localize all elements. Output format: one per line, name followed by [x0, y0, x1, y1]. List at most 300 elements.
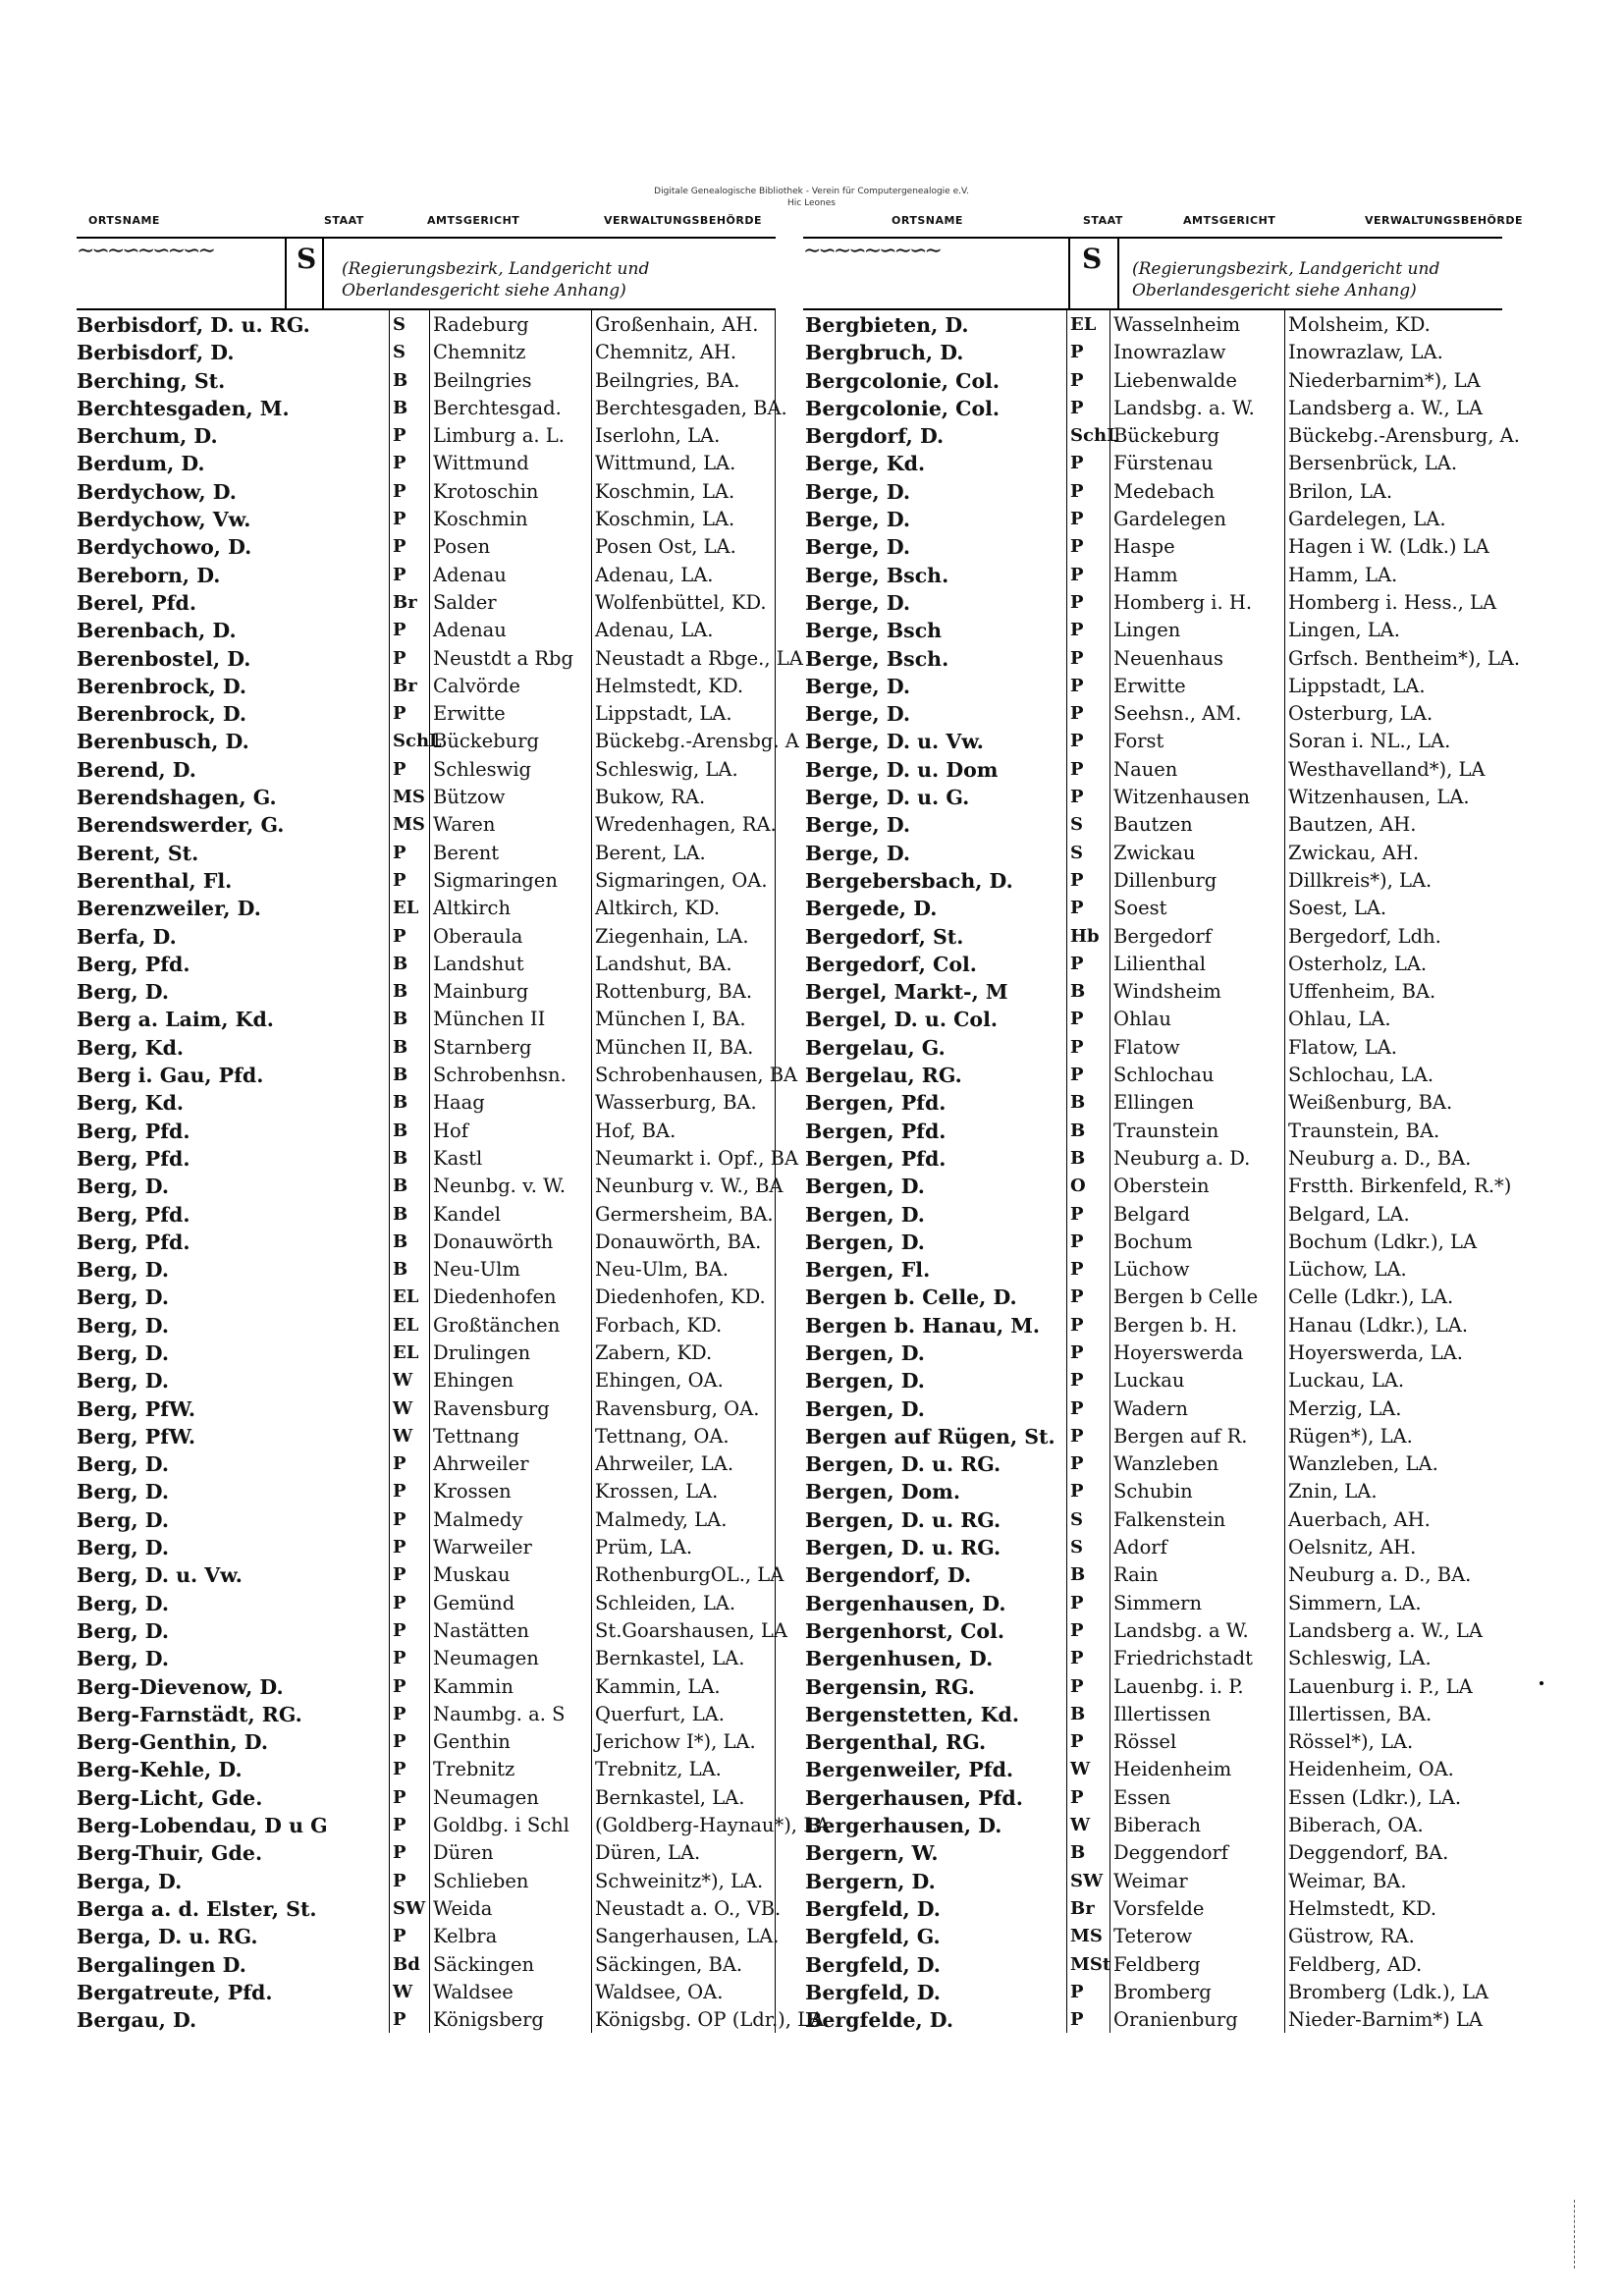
amtsgericht-cell: Neuenhaus: [1113, 646, 1224, 670]
verwaltungsbehoerde-cell: Chemnitz, AH.: [595, 341, 737, 364]
ortsname-cell: Berg-Dievenow, D.: [77, 1674, 284, 1699]
verwaltungsbehoerde-cell: Bernkastel, LA.: [595, 1647, 745, 1670]
ortsname-cell: Bergen, Dom.: [805, 1480, 961, 1504]
staat-cell: B: [393, 953, 408, 974]
ortsname-cell: Bergenhausen, D.: [805, 1591, 1006, 1615]
table-row: [803, 810, 1502, 838]
ortsname-cell: Berga, D. u. RG.: [77, 1925, 258, 1949]
staat-cell: P: [1070, 869, 1084, 891]
amtsgericht-cell: Weimar: [1113, 1869, 1188, 1892]
ortsname-cell: Bergcolonie, Col.: [805, 396, 1001, 420]
staat-cell: P: [1070, 1619, 1084, 1641]
verwaltungsbehoerde-cell: Flatow, LA.: [1288, 1035, 1397, 1059]
table-row: [803, 616, 1502, 643]
staat-cell: EL: [393, 1341, 419, 1363]
verwaltungsbehoerde-cell: München II, BA.: [595, 1035, 754, 1059]
staat-cell: S: [393, 342, 406, 363]
ortsname-cell: Bergern, W.: [805, 1841, 939, 1866]
staat-cell: P: [1070, 1036, 1084, 1058]
amtsgericht-cell: Goldbg. i Schl: [433, 1814, 569, 1837]
ortsname-cell: Berching, St.: [77, 368, 226, 393]
table-row: [803, 394, 1502, 421]
verwaltungsbehoerde-cell: Schlochau, LA.: [1288, 1064, 1434, 1087]
verwaltungsbehoerde-cell: Neustadt a. O., VB.: [595, 1896, 782, 1920]
amtsgericht-cell: Weida: [433, 1896, 493, 1920]
ortsname-cell: Bergern, D.: [805, 1869, 936, 1893]
amtsgericht-cell: Hoyerswerda: [1113, 1340, 1244, 1364]
verwaltungsbehoerde-cell: Bückebg.-Arensbg. A: [595, 730, 799, 753]
staat-cell: B: [1070, 1120, 1086, 1141]
table-row: [803, 2005, 1502, 2033]
ortsname-cell: Berg, Kd.: [77, 1091, 185, 1116]
ortsname-cell: Bergbruch, D.: [805, 341, 964, 365]
ortsname-cell: Bergbieten, D.: [805, 313, 969, 337]
amtsgericht-cell: Schrobenhsn.: [433, 1064, 567, 1087]
amtsgericht-cell: Inowrazlaw: [1113, 341, 1226, 364]
amtsgericht-cell: Schlieben: [433, 1869, 529, 1892]
table-row: [803, 1755, 1502, 1782]
staat-cell: P: [393, 1842, 406, 1864]
ortsname-cell: Berfa, D.: [77, 924, 177, 949]
verwaltungsbehoerde-cell: Schrobenhausen, BA: [595, 1064, 798, 1087]
ortsname-cell: Bergelau, G.: [805, 1035, 946, 1060]
ortsname-cell: Berenzweiler, D.: [77, 897, 261, 921]
verwaltungsbehoerde-cell: Altkirch, KD.: [595, 897, 721, 920]
verwaltungsbehoerde-cell: Prüm, LA.: [595, 1536, 693, 1559]
table-row: [803, 1644, 1502, 1671]
verwaltungsbehoerde-cell: Uffenheim, BA.: [1288, 980, 1436, 1004]
staat-cell: P: [1070, 1203, 1084, 1225]
staat-cell: P: [393, 425, 406, 447]
amtsgericht-cell: Wadern: [1113, 1396, 1188, 1420]
table-row: [803, 839, 1502, 866]
table-row: [77, 1755, 776, 1782]
verwaltungsbehoerde-cell: Westhavelland*), LA: [1288, 757, 1486, 781]
ortsname-cell: Bergebersbach, D.: [805, 868, 1013, 893]
amtsgericht-cell: Falkenstein: [1113, 1507, 1226, 1531]
table-row: [803, 755, 1502, 783]
verwaltungsbehoerde-cell: Gardelegen, LA.: [1288, 508, 1446, 531]
ortsname-cell: Berg, D.: [77, 980, 169, 1005]
amtsgericht-cell: Flatow: [1113, 1035, 1180, 1059]
staat-cell: W: [1070, 1759, 1091, 1780]
staat-cell: S: [1070, 1508, 1083, 1530]
verwaltungsbehoerde-cell: Bochum (Ldkr.), LA: [1288, 1230, 1478, 1253]
verwaltungsbehoerde-cell: Düren, LA.: [595, 1841, 701, 1865]
table-row: [77, 449, 776, 476]
amtsgericht-cell: Beilngries: [433, 368, 532, 392]
table-row: [803, 1867, 1502, 1894]
verwaltungsbehoerde-cell: Donauwörth, BA.: [595, 1230, 762, 1253]
verwaltungsbehoerde-cell: Grfsch. Bentheim*), LA.: [1288, 646, 1521, 670]
amtsgericht-cell: Adenau: [433, 619, 507, 642]
header-note-line1: (Regierungsbezirk, Landgericht und: [1132, 259, 1440, 279]
ortsname-cell: Bergatreute, Pfd.: [77, 1980, 273, 2004]
staat-cell: B: [1070, 1703, 1086, 1724]
verwaltungsbehoerde-cell: Ziegenhain, LA.: [595, 924, 749, 948]
amtsgericht-cell: Traunstein: [1113, 1119, 1219, 1142]
table-row: [77, 366, 776, 394]
table-row: [803, 1449, 1502, 1477]
staat-cell: P: [1070, 1370, 1084, 1392]
amtsgericht-cell: Ravensburg: [433, 1396, 550, 1420]
verwaltungsbehoerde-cell: Molsheim, KD.: [1288, 313, 1431, 336]
ortsname-cell: Bergau, D.: [77, 2008, 197, 2033]
ortsname-cell: Berchtesgaden, M.: [77, 396, 290, 420]
ortsname-cell: Berenbrock, D.: [77, 702, 247, 727]
staat-cell: W: [393, 1981, 413, 2002]
staat-cell: P: [1070, 1009, 1084, 1030]
table-row: [77, 672, 776, 699]
staat-cell: Bd: [393, 1953, 420, 1975]
amtsgericht-cell: Wasselnheim: [1113, 313, 1241, 336]
amtsgericht-cell: Koschmin: [433, 508, 528, 531]
table-row: [803, 449, 1502, 476]
verwaltungsbehoerde-cell: Bückebg.-Arensburg, A.: [1288, 424, 1520, 448]
ortsname-cell: Bergenstetten, Kd.: [805, 1702, 1019, 1726]
verwaltungsbehoerde-cell: Heidenheim, OA.: [1288, 1758, 1454, 1781]
amtsgericht-cell: Lauenbg. i. P.: [1113, 1674, 1244, 1698]
staat-cell: P: [1070, 1648, 1084, 1669]
table-row: [77, 1088, 776, 1116]
ortsname-cell: Bergfeld, D.: [805, 1980, 941, 2004]
verwaltungsbehoerde-cell: Nieder-Barnim*) LA: [1288, 2008, 1483, 2032]
verwaltungsbehoerde-cell: Koschmin, LA.: [595, 479, 735, 503]
amtsgericht-cell: Nastätten: [433, 1618, 529, 1642]
verwaltungsbehoerde-cell: Jerichow I*), LA.: [595, 1730, 756, 1754]
ortsname-cell: Berg, Pfd.: [77, 952, 190, 976]
table-row: [77, 1672, 776, 1700]
amtsgericht-cell: Lingen: [1113, 619, 1181, 642]
amtsgericht-cell: Simmern: [1113, 1591, 1202, 1614]
verwaltungsbehoerde-cell: Dillkreis*), LA.: [1288, 868, 1433, 892]
table-row: [803, 1200, 1502, 1228]
verwaltungsbehoerde-cell: Essen (Ldkr.), LA.: [1288, 1785, 1462, 1809]
verwaltungsbehoerde-cell: Osterholz, LA.: [1288, 952, 1428, 975]
ortsname-cell: Berg, D.: [77, 1618, 169, 1643]
verwaltungsbehoerde-cell: Posen Ost, LA.: [595, 535, 736, 559]
table-row: [803, 1811, 1502, 1838]
verwaltungsbehoerde-cell: Kammin, LA.: [595, 1674, 721, 1698]
ortsname-cell: Berge, D.: [805, 813, 911, 838]
staat-cell: P: [393, 1481, 406, 1503]
staat-cell: S: [1070, 814, 1083, 836]
table-row: [77, 310, 776, 338]
amtsgericht-cell: Vorsfelde: [1113, 1896, 1205, 1920]
verwaltungsbehoerde-cell: Soest, LA.: [1288, 897, 1387, 920]
amtsgericht-cell: Limburg a. L.: [433, 424, 565, 448]
staat-cell: P: [393, 842, 406, 863]
staat-cell: P: [393, 1537, 406, 1558]
staat-cell: B: [393, 397, 408, 418]
staat-cell: B: [1070, 981, 1086, 1003]
staat-cell: P: [1070, 1341, 1084, 1363]
table-row: [803, 866, 1502, 894]
verwaltungsbehoerde-cell: Lüchow, LA.: [1288, 1258, 1407, 1282]
table-row: [803, 1894, 1502, 1922]
verwaltungsbehoerde-cell: Zwickau, AH.: [1288, 841, 1420, 864]
verwaltungsbehoerde-cell: Diedenhofen, KD.: [595, 1285, 766, 1309]
table-row: [77, 532, 776, 560]
staat-cell: P: [1070, 591, 1084, 613]
amtsgericht-cell: Ahrweiler: [433, 1452, 529, 1476]
table-row: [803, 922, 1502, 950]
staat-cell: P: [1070, 1286, 1084, 1308]
watermark-line2: Hic Leones: [787, 198, 836, 208]
verwaltungsbehoerde-cell: Rottenburg, BA.: [595, 980, 753, 1004]
table-row: [803, 1922, 1502, 1949]
amtsgericht-cell: Seehsn., AM.: [1113, 702, 1242, 726]
table-row: [803, 977, 1502, 1005]
verwaltungsbehoerde-cell: Trebnitz, LA.: [595, 1758, 722, 1781]
ortsname-cell: Berel, Pfd.: [77, 590, 196, 615]
amtsgericht-cell: Adorf: [1113, 1536, 1167, 1559]
staat-cell: P: [393, 1675, 406, 1697]
ortsname-cell: Berdychow, Vw.: [77, 508, 251, 532]
table-row: [77, 1811, 831, 1838]
staat-cell: Br: [1070, 1897, 1095, 1919]
table-row: [77, 1838, 776, 1866]
ortsname-cell: Berg, D.: [77, 1452, 169, 1477]
verwaltungsbehoerde-cell: Landsberg a. W., LA: [1288, 1618, 1483, 1642]
ortsname-cell: Bergen, D.: [805, 1369, 925, 1394]
staat-cell: P: [393, 536, 406, 558]
table-row: [77, 1061, 798, 1088]
verwaltungsbehoerde-cell: Ahrweiler, LA.: [595, 1452, 734, 1476]
table-row: [803, 1033, 1502, 1061]
verwaltungsbehoerde-cell: Adenau, LA.: [595, 619, 714, 642]
amtsgericht-cell: Zwickau: [1113, 841, 1196, 864]
verwaltungsbehoerde-cell: Soran i. NL., LA.: [1288, 730, 1451, 753]
verwaltungsbehoerde-cell: Zabern, KD.: [595, 1340, 713, 1364]
ortsname-cell: Bergen, D.: [805, 1230, 925, 1254]
staat-cell: P: [1070, 1453, 1084, 1475]
amtsgericht-cell: Bergen auf R.: [1113, 1424, 1248, 1448]
table-row: [77, 1644, 776, 1671]
verwaltungsbehoerde-cell: Bersenbrück, LA.: [1288, 452, 1458, 475]
staat-cell: P: [393, 869, 406, 891]
table-row: [77, 1422, 776, 1449]
ortsname-cell: Bergerhausen, Pfd.: [805, 1785, 1023, 1810]
ortsname-cell: Bergen, Pfd.: [805, 1146, 947, 1171]
verwaltungsbehoerde-cell: Znin, LA.: [1288, 1480, 1378, 1503]
staat-cell: P: [1070, 1981, 1084, 2002]
staat-cell: P: [1070, 1786, 1084, 1808]
staat-cell: P: [1070, 898, 1084, 919]
staat-cell: MS: [393, 787, 425, 808]
table-row: [803, 588, 1502, 616]
ortsname-cell: Berend, D.: [77, 757, 196, 782]
staat-cell: B: [393, 1203, 408, 1225]
ortsname-cell: Berge, D.: [805, 508, 911, 532]
verwaltungsbehoerde-cell: Wredenhagen, RA.: [595, 813, 777, 837]
table-row: [77, 1172, 784, 1199]
verwaltungsbehoerde-cell: Adenau, LA.: [595, 563, 714, 586]
staat-cell: P: [393, 1648, 406, 1669]
verwaltungsbehoerde-cell: München I, BA.: [595, 1008, 746, 1031]
verwaltungsbehoerde-cell: Lingen, LA.: [1288, 619, 1400, 642]
staat-cell: P: [393, 1592, 406, 1613]
verwaltungsbehoerde-cell: Niederbarnim*), LA: [1288, 368, 1481, 392]
table-row: [77, 1700, 776, 1727]
staat-cell: B: [393, 1120, 408, 1141]
table-row: [77, 1255, 776, 1283]
staat-cell: P: [1070, 480, 1084, 502]
amtsgericht-cell: Tettnang: [433, 1424, 519, 1448]
verwaltungsbehoerde-cell: Witzenhausen, LA.: [1288, 786, 1470, 809]
verwaltungsbehoerde-cell: Hof, BA.: [595, 1119, 676, 1142]
table-row: [803, 699, 1502, 727]
amtsgericht-cell: Schubin: [1113, 1480, 1193, 1503]
staat-cell: Br: [393, 591, 417, 613]
ortsname-cell: Berg, D.: [77, 1258, 169, 1283]
ortsname-cell: Berg, D.: [77, 1591, 169, 1615]
table-row: [77, 644, 803, 672]
header-note: [1132, 258, 1439, 301]
amtsgericht-cell: Mainburg: [433, 980, 529, 1004]
table-row: [77, 1616, 787, 1644]
ortsname-cell: Berg-Thuir, Gde.: [77, 1841, 263, 1866]
ortsname-cell: Berg-Lobendau, D u G: [77, 1814, 328, 1838]
staat-cell: MS: [393, 814, 425, 836]
staat-cell: B: [393, 369, 408, 391]
amtsgericht-cell: Schlochau: [1113, 1064, 1215, 1087]
amtsgericht-cell: Wittmund: [433, 452, 529, 475]
amtsgericht-cell: Neustdt a Rbg: [433, 646, 573, 670]
staat-cell: P: [393, 1453, 406, 1475]
table-row: [803, 1117, 1502, 1144]
table-row: [803, 1144, 1502, 1172]
right-header-amtsgericht: AMTSGERICHT: [1183, 214, 1276, 227]
staat-symbol: S: [297, 243, 317, 275]
staat-cell: P: [1070, 397, 1084, 418]
table-row: [803, 1366, 1502, 1394]
verwaltungsbehoerde-cell: St.Goarshausen, LA: [595, 1618, 787, 1642]
right-header-block: [803, 237, 1502, 309]
ortsname-cell: Bergfelde, D.: [805, 2008, 953, 2033]
table-row: [803, 1394, 1502, 1422]
ortsname-cell: Bergen, D.: [805, 1202, 925, 1227]
table-row: [77, 1144, 799, 1172]
amtsgericht-cell: Hof: [433, 1119, 468, 1142]
ortsname-cell: Berdychow, D.: [77, 479, 237, 504]
staat-cell: P: [1070, 953, 1084, 974]
verwaltungsbehoerde-cell: Landsberg a. W., LA: [1288, 396, 1483, 419]
table-row: [803, 1172, 1512, 1199]
staat-cell: P: [1070, 536, 1084, 558]
staat-cell: P: [393, 1564, 406, 1586]
wavy-rule: ∼∽∼∽∼∽∼∽∼: [77, 239, 213, 263]
staat-cell: S: [1070, 842, 1083, 863]
staat-cell: Br: [393, 675, 417, 696]
staat-cell: B: [393, 1036, 408, 1058]
staat-cell: B: [393, 1092, 408, 1114]
verwaltungsbehoerde-cell: Celle (Ldkr.), LA.: [1288, 1285, 1454, 1309]
ortsname-cell: Berendswerder, G.: [77, 813, 285, 838]
ortsname-cell: Berenbach, D.: [77, 619, 237, 643]
ortsname-cell: Bergen, D.: [805, 1340, 925, 1365]
staat-cell: S: [1070, 1537, 1083, 1558]
ortsname-cell: Berbisdorf, D. u. RG.: [77, 313, 310, 337]
table-row: [803, 1672, 1502, 1700]
ortsname-cell: Berge, Bsch: [805, 619, 943, 643]
table-row: [803, 894, 1502, 921]
ortsname-cell: Bergfeld, G.: [805, 1925, 941, 1949]
ortsname-cell: Berge, Bsch.: [805, 646, 949, 671]
table-row: [803, 644, 1521, 672]
staat-cell: EL: [1070, 314, 1097, 335]
amtsgericht-cell: Luckau: [1113, 1369, 1185, 1393]
table-row: [803, 1339, 1502, 1366]
table-row: [803, 421, 1520, 449]
amtsgericht-cell: Muskau: [433, 1563, 511, 1587]
verwaltungsbehoerde-cell: Landshut, BA.: [595, 952, 732, 975]
verwaltungsbehoerde-cell: Hoyerswerda, LA.: [1288, 1340, 1463, 1364]
amtsgericht-cell: Berchtesgad.: [433, 396, 562, 419]
staat-cell: P: [1070, 1592, 1084, 1613]
table-row: [77, 505, 776, 532]
right-header-verwaltungsbehoerde: VERWALTUNGSBEHÖRDE: [1365, 214, 1524, 227]
staat-cell: P: [393, 647, 406, 669]
verwaltungsbehoerde-cell: Biberach, OA.: [1288, 1814, 1424, 1837]
table-row: [77, 894, 776, 921]
ortsname-cell: Berent, St.: [77, 841, 199, 865]
amtsgericht-cell: Hamm: [1113, 563, 1178, 586]
amtsgericht-cell: Deggendorf: [1113, 1841, 1228, 1865]
table-row: [803, 1477, 1502, 1504]
verwaltungsbehoerde-cell: Helmstedt, KD.: [595, 674, 744, 697]
table-row: [77, 950, 776, 977]
table-row: [77, 699, 776, 727]
staat-cell: P: [393, 564, 406, 585]
staat-cell: W: [393, 1370, 413, 1392]
ortsname-cell: Bergen, D. u. RG.: [805, 1507, 1001, 1532]
ortsname-cell: Berenbrock, D.: [77, 674, 247, 698]
verwaltungsbehoerde-cell: Waldsee, OA.: [595, 1980, 724, 2003]
table-row: [77, 1950, 776, 1978]
amtsgericht-cell: Diedenhofen: [433, 1285, 557, 1309]
staat-cell: W: [1070, 1815, 1091, 1836]
amtsgericht-cell: Kelbra: [433, 1925, 498, 1948]
ortsname-cell: Berg i. Gau, Pfd.: [77, 1064, 264, 1088]
ortsname-cell: Berg, D.: [77, 1369, 169, 1394]
ortsname-cell: Bergensin, RG.: [805, 1674, 975, 1699]
ortsname-cell: Bergendorf, D.: [805, 1563, 972, 1588]
ortsname-cell: Berenbostel, D.: [77, 646, 251, 671]
ortsname-cell: Bergedorf, Col.: [805, 952, 977, 976]
ortsname-cell: Berga a. d. Elster, St.: [77, 1896, 317, 1921]
staat-cell: P: [1070, 1065, 1084, 1086]
ortsname-cell: Bergcolonie, Col.: [805, 368, 1001, 393]
ortsname-cell: Berg-Genthin, D.: [77, 1730, 268, 1755]
table-row: [803, 672, 1502, 699]
staat-cell: P: [1070, 675, 1084, 696]
amtsgericht-cell: Landsbg. a. W.: [1113, 396, 1255, 419]
staat-cell: P: [393, 703, 406, 725]
amtsgericht-cell: Oberstein: [1113, 1175, 1210, 1198]
amtsgericht-cell: Starnberg: [433, 1035, 532, 1059]
table-row: [803, 1950, 1502, 1978]
staat-cell: B: [393, 981, 408, 1003]
ortsname-cell: Bergenhusen, D.: [805, 1647, 994, 1671]
verwaltungsbehoerde-cell: Inowrazlaw, LA.: [1288, 341, 1443, 364]
staat-cell: P: [393, 1731, 406, 1753]
watermark-line1: Digitale Genealogische Bibliothek - Verein für Computergenealogie e.V.: [654, 187, 969, 196]
ortsname-cell: Berge, D.: [805, 479, 911, 504]
table-row: [77, 1477, 776, 1504]
ortsname-cell: Bergede, D.: [805, 897, 938, 921]
ortsname-cell: Berg, D.: [77, 1647, 169, 1671]
